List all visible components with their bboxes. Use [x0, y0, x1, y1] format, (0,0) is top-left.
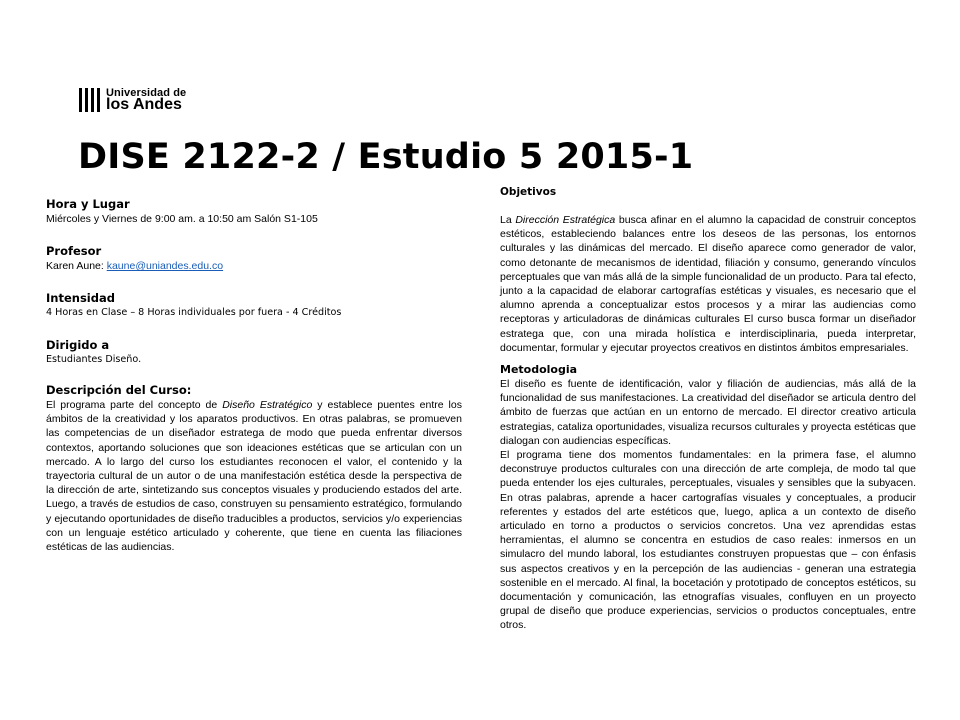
university-logo: [78, 86, 198, 114]
objetivos-text: La Dirección Estratégica busca afinar en el alumno la capacidad de construir conceptos estéticos, estableciendo balances entre los deseos de las personas, los entornos culturales y las dinámicas del mercado. El diseño aparece como generador de valor, como detonante de mecanismos de identidad, filiación y consumo, generando vínculos perceptuales que van más allá de la simple funcionalidad de un producto. Para tal efecto, junto a la capacidad de elaborar cartografías estéticas y visuales, es necesario que el alumno aprenda a conceptualizar estos procesos y a mirar las audiencias como receptoras y articuladoras de dinámicas culturales El curso busca formar un diseñador estratega que, con una mirada holística e interdisciplinaria, pueda interpretar, documentar, formular y ejecutar proyectos creativos en distintos ámbitos empresariales.: [500, 214, 916, 354]
profesor-email-link[interactable]: kaune@uniandes.edu.co: [106, 260, 224, 272]
intensidad-heading: Intensidad: [46, 291, 115, 305]
dirigido-text: Estudiantes Diseño.: [46, 354, 142, 365]
objectives-column: [500, 185, 916, 633]
logo-text-line1: Universidad de: [106, 87, 187, 99]
profesor-text: [46, 259, 462, 273]
profesor-name: Karen Aune:: [46, 260, 107, 272]
metodologia-paragraph-2: El programa tiene dos momentos fundamentales: en la primera fase, el alumno deconstruye productos culturales con una dirección de arte compleja, de modo tal que pueda entender los ejes culturales, perceptuales, visuales y sensibles que la subyacen. En otras palabras, aprende a hacer cartografías visuales y conceptuales, a producir referentes y estados del arte estéticos que, luego, aplica a un contexto de diseño articulado en torno a productos o servicios concretos. Una vez aprendidas estas herramientas, el alumno se concentra en estudios de caso reales: inmersos en un simulacro del mundo laboral, los estudiantes construyen propuestas que – con énfasis sus aspectos creativos y en la percepción de las audiencias - generan una estrategia sostenible en el mercado. Al final, la bocetación y prototipado de conceptos estéticos, su documentación y comunicación, las etnografías visuales, confluyen en un proyecto grupal de diseño que produce experiencias, servicios o productos conceptuales, entre otros.: [500, 449, 916, 632]
course-info-column: [46, 197, 462, 554]
intensidad-text: 4 Horas en Clase – 8 Horas individuales por fuera - 4 Créditos: [46, 307, 342, 318]
dirigido-heading: Dirigido a: [46, 338, 110, 352]
metodologia-paragraph-1: El diseño es fuente de identificación, valor y filiación de audiencias, más allá de la funcionalidad de sus manifestaciones. La creatividad del diseñador se articula dentro del ámbito de fuerzas que actúan en un entorno de mercado. El director creativo articula estrategias, cataliza oportunidades, visualiza recursos culturales y proyecta estéticas que dialogan con audiencias específicas.: [500, 378, 916, 447]
page-title: DISE 2122-2 / Estudio 5 2015-1: [78, 137, 694, 177]
objetivos-heading: Objetivos: [500, 186, 557, 198]
profesor-heading: Profesor: [46, 244, 102, 258]
hora-lugar-heading: Hora y Lugar: [46, 197, 130, 211]
columns-logo-icon: [78, 86, 102, 114]
metodologia-heading: Metodologia: [500, 363, 578, 377]
logo-text-line2: los Andes: [106, 96, 182, 113]
descripcion-heading: Descripción del Curso:: [46, 383, 192, 397]
descripcion-text: El programa parte del concepto de Diseño Estratégico y establece puentes entre los ámbitos de la creatividad y los aparatos productivos. En otras palabras, se promueven las competencias de un diseñador estratega de modo que pueda enfrentar diversos contextos, aportando soluciones que son ideaciones estéticas que se articulan con un mercado. A lo largo del curso los estudiantes reconocen el valor, el contenido y la trayectoria cultural de un autor o de una manifestación estética desde la perspectiva de la dirección de arte, sintetizando sus conceptos visuales y produciendo estados del arte. Luego, a través de estudios de caso, construyen su pensamiento estratégico, formulando y ejecutando oportunidades de diseño traducibles a productos, servicios y/o experiencias con un lenguaje estético articulado y coherente, que tiene en cuenta las filiaciones estéticas de las audiencias.: [46, 399, 462, 554]
hora-lugar-text: Miércoles y Viernes de 9:00 am. a 10:50 am Salón S1-105: [46, 213, 318, 225]
